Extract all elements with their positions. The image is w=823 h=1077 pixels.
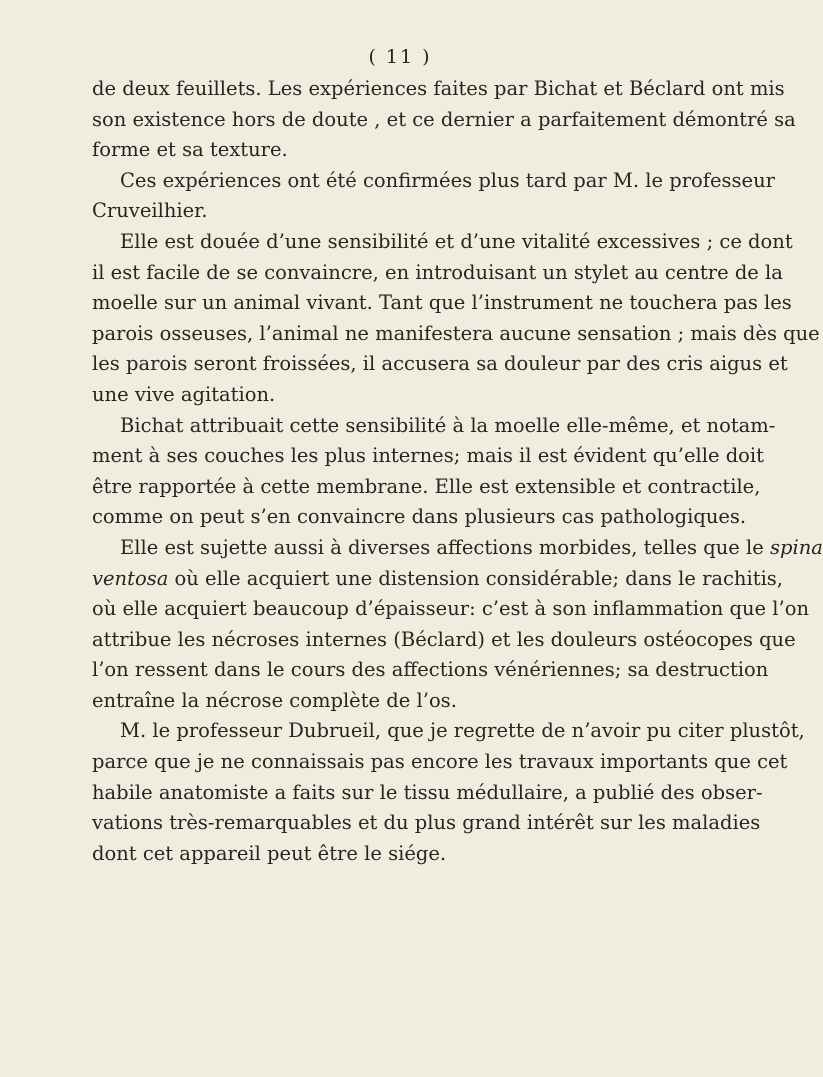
text-line: parce que je ne connaissais pas encore les travaux importants que cet [92, 750, 788, 774]
text-line: forme et sa texture. [92, 138, 288, 162]
text-line: être rapportée à cette membrane. Elle est extensible et contractile, [92, 474, 761, 498]
text-line: parois osseuses, l’animal ne manifestera aucune sensation ; mais dès que [92, 321, 820, 345]
text-line: vations très-remarquables et du plus grand intérêt sur les maladies [92, 811, 761, 835]
body-text [92, 74, 823, 869]
text-line: entraîne la nécrose complète de l’os. [92, 688, 457, 712]
page-number: ( 11 ) [368, 46, 432, 68]
text-line [92, 564, 784, 595]
text-line: moelle sur un animal vivant. Tant que l’instrument ne touchera pas les [92, 291, 792, 315]
text-line: comme on peut s’en convaincre dans plusieurs cas pathologiques. [92, 505, 747, 529]
italic-text: ventosa [92, 566, 169, 590]
text-line: dont cet appareil peut être le siége. [92, 841, 447, 865]
text-span: où elle acquiert une distension considérable; dans le rachitis, [168, 566, 784, 590]
text-line: habile anatomiste a faits sur le tissu médullaire, a publié des obser- [92, 780, 763, 804]
italic-text: spina [769, 535, 823, 559]
text-line: attribue les nécroses internes (Béclard) et les douleurs ostéocopes que [92, 627, 796, 651]
text-line: où elle acquiert beaucoup d’épaisseur: c’est à son inflammation que l’on [92, 597, 809, 621]
text-line: l’on ressent dans le cours des affections vénériennes; sa destruction [92, 658, 769, 682]
text-line: Cruveilhier. [92, 199, 208, 223]
text-span: Elle est sujette aussi à diverses affections morbides, telles que le [120, 535, 770, 559]
text-line [92, 533, 823, 564]
text-line: Bichat attribuait cette sensibilité à la moelle elle-même, et notam- [120, 413, 776, 437]
text-line: ment à ses couches les plus internes; mais il est évident qu’elle doit [92, 444, 764, 468]
text-line: de deux feuillets. Les expériences faites par Bichat et Béclard ont mis [92, 77, 785, 100]
text-line: Ces expériences ont été confirmées plus tard par M. le professeur [120, 168, 775, 192]
text-line: Elle est douée d’une sensibilité et d’une vitalité excessives ; ce dont [120, 229, 793, 253]
text-line: une vive agitation. [92, 382, 276, 406]
text-line: son existence hors de doute , et ce dernier a parfaitement démontré sa [92, 107, 796, 131]
text-line: les parois seront froissées, il accusera sa douleur par des cris aigus et [92, 352, 788, 376]
text-line: il est facile de se convaincre, en introduisant un stylet au centre de la [92, 260, 783, 284]
text-line: M. le professeur Dubrueil, que je regrette de n’avoir pu citer plustôt, [120, 719, 805, 743]
